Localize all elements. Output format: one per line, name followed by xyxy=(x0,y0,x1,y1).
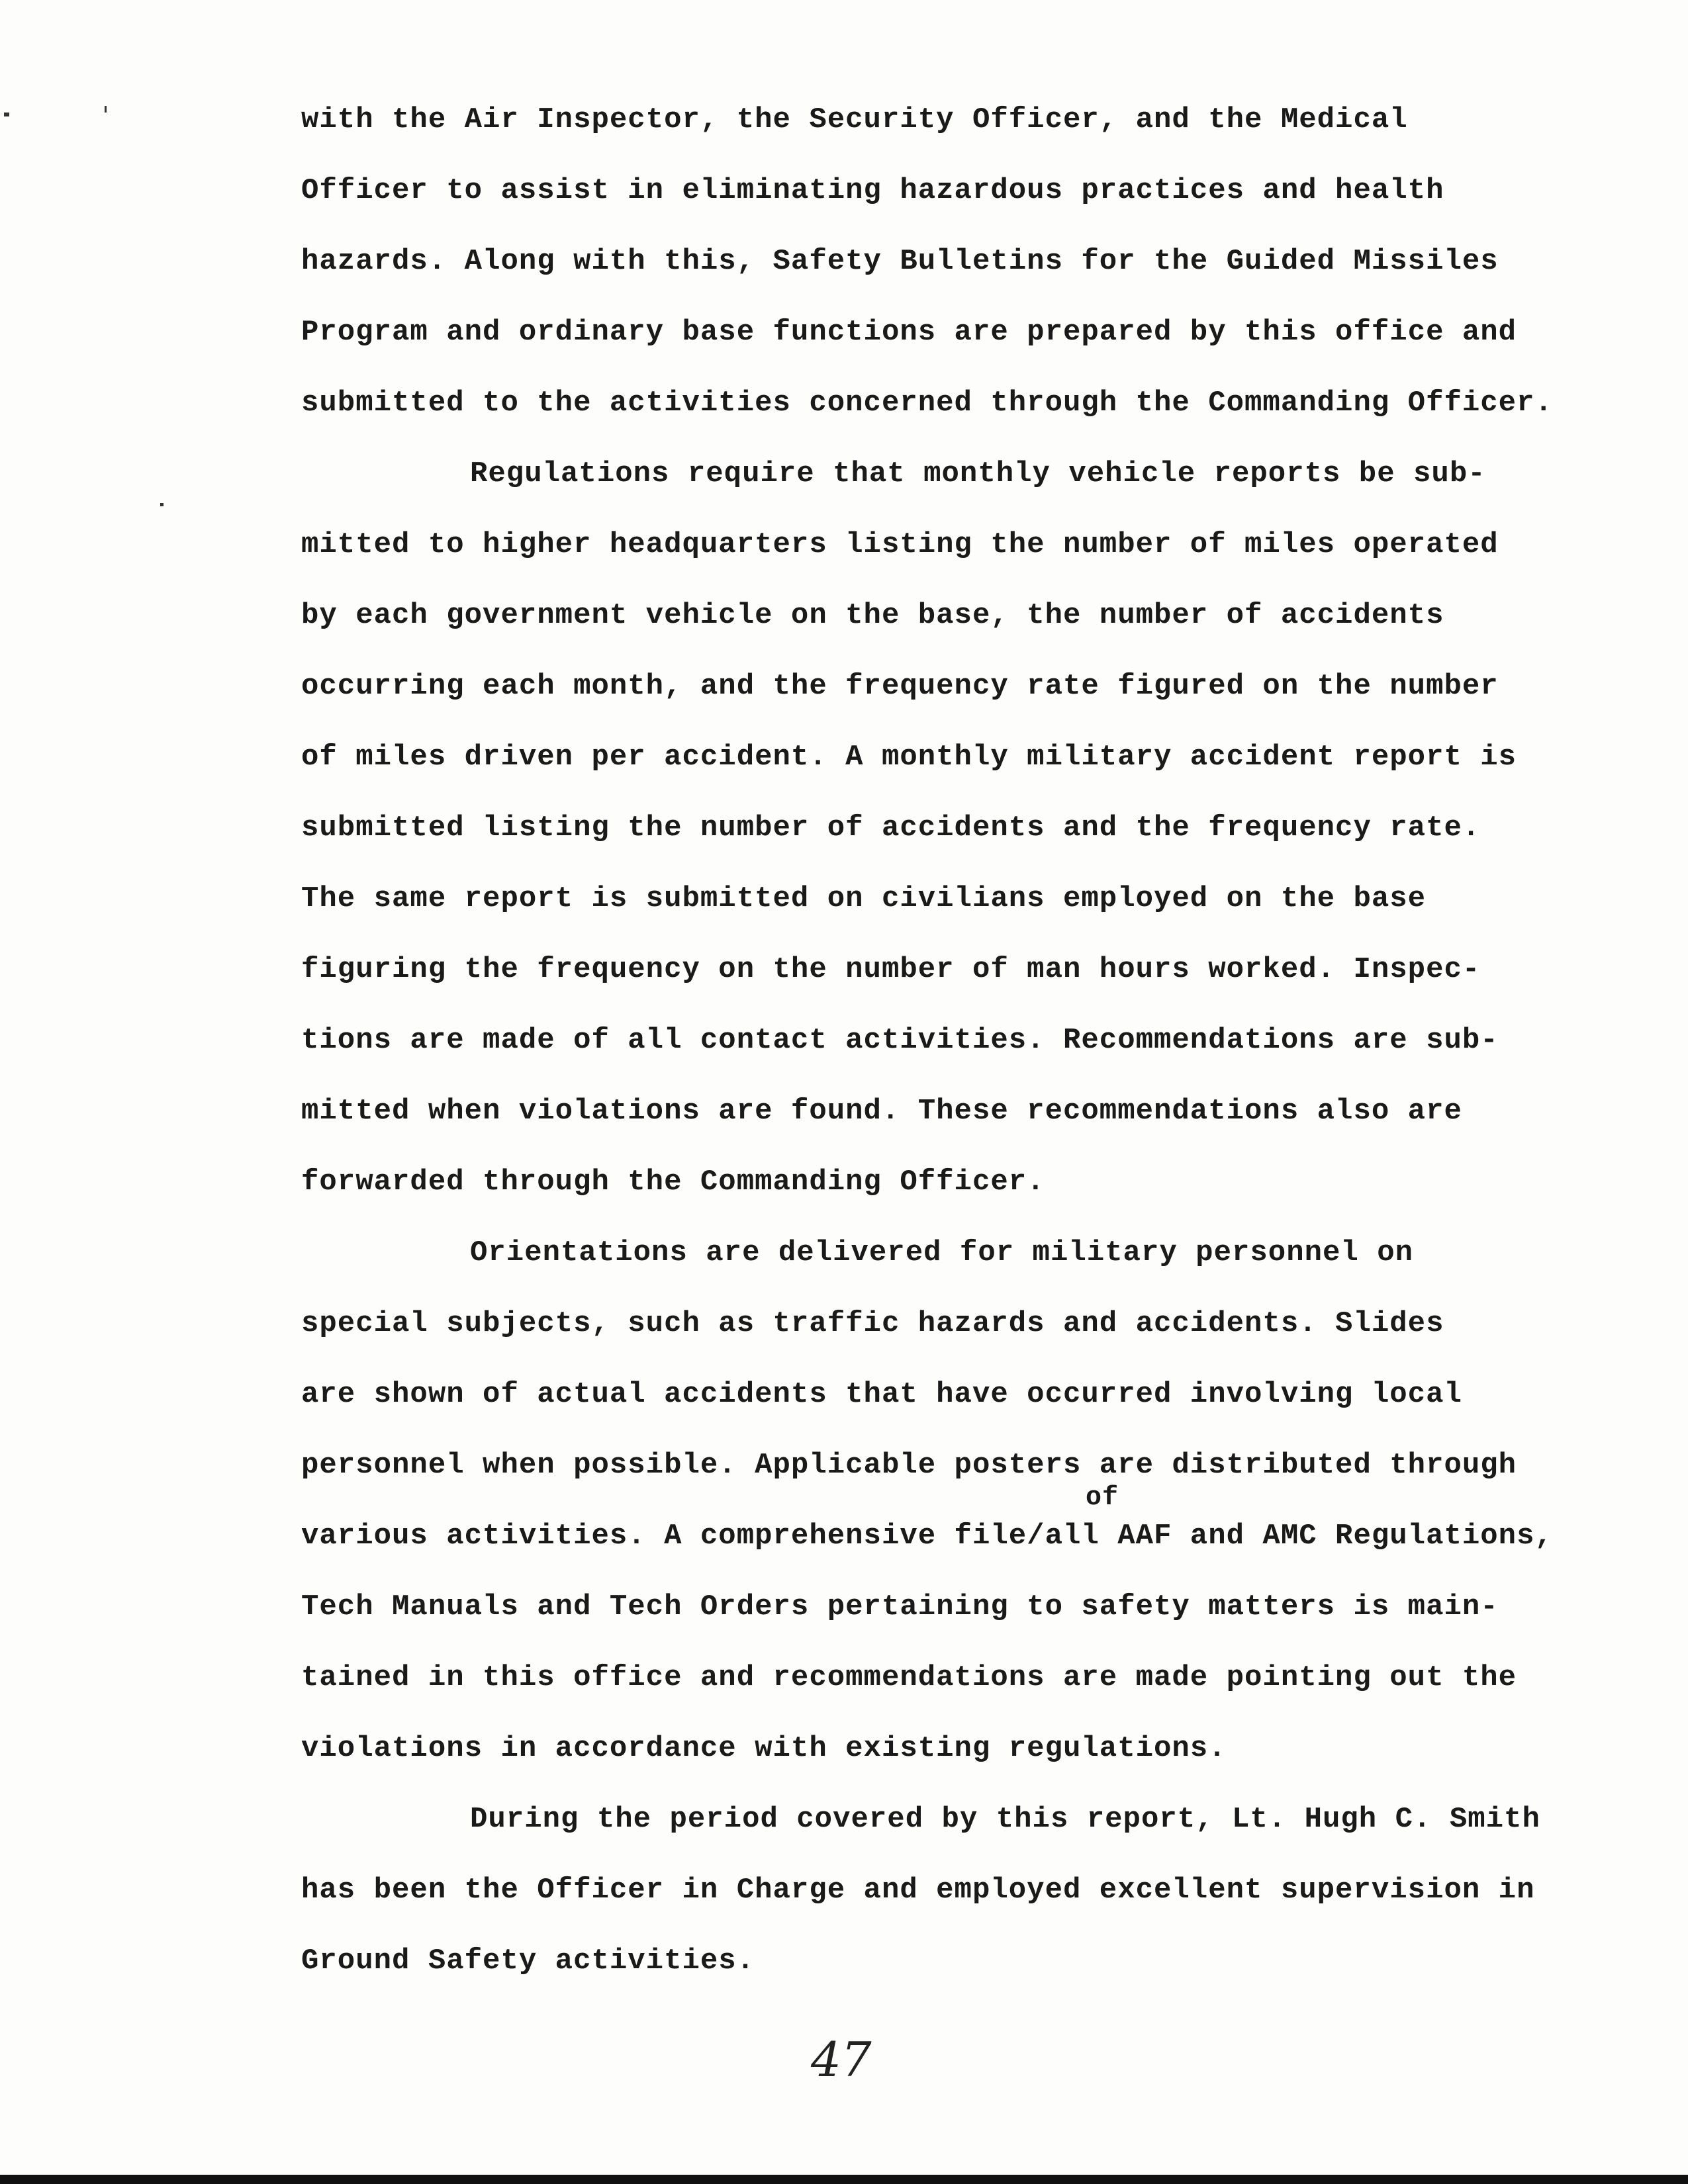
text-line: mitted to higher headquarters listing the number of miles operated xyxy=(301,528,1499,561)
text-line: Ground Safety activities. xyxy=(301,1944,755,1978)
text-line: During the period covered by this report, Lt. Hugh C. Smith xyxy=(470,1803,1540,1836)
text-line: tions are made of all contact activities. Recommendations are sub- xyxy=(301,1024,1499,1057)
text-line: are shown of actual accidents that have occurred involving local xyxy=(301,1378,1462,1411)
paragraph-4 xyxy=(301,1784,1559,1997)
text-line: Orientations are delivered for military personnel on xyxy=(470,1236,1414,1269)
text-line: with the Air Inspector, the Security Officer, and the Medical xyxy=(301,103,1408,136)
text-line: by each government vehicle on the base, the number of accidents xyxy=(301,599,1444,632)
handwritten-insert: of xyxy=(1086,1483,1119,1513)
body-text xyxy=(301,85,1559,1997)
text-line-with-insert xyxy=(301,1483,1559,1572)
text-line: figuring the frequency on the number of man hours worked. Inspec- xyxy=(301,953,1481,986)
text-line: Program and ordinary base functions are prepared by this office and xyxy=(301,316,1517,349)
scan-speck xyxy=(160,503,164,506)
scan-speck xyxy=(105,106,107,113)
text-line: occurring each month, and the frequency rate figured on the number xyxy=(301,670,1499,703)
text-line: The same report is submitted on civilians employed on the base xyxy=(301,882,1427,915)
text-line: submitted listing the number of accidents and the frequency rate. xyxy=(301,811,1481,844)
text-line: Officer to assist in eliminating hazardous practices and health xyxy=(301,174,1444,207)
text-line: Regulations require that monthly vehicle reports be sub- xyxy=(470,457,1486,490)
text-line: hazards. Along with this, Safety Bulletins for the Guided Missiles xyxy=(301,245,1499,278)
paragraph-1 xyxy=(301,85,1559,439)
scan-border xyxy=(0,2175,1688,2184)
text-line: forwarded through the Commanding Officer. xyxy=(301,1165,1045,1199)
text-line: special subjects, such as traffic hazards and accidents. Slides xyxy=(301,1307,1444,1340)
page-number: 47 xyxy=(811,2032,872,2087)
text-line: Tech Manuals and Tech Orders pertaining to safety matters is main- xyxy=(301,1590,1499,1623)
paragraph-3 xyxy=(301,1218,1559,1784)
text-line: various activities. A comprehensive file/all AAF and AMC Regulations, xyxy=(301,1520,1553,1553)
text-line: of miles driven per accident. A monthly military accident report is xyxy=(301,741,1517,774)
text-line: personnel when possible. Applicable posters are distributed through xyxy=(301,1449,1517,1482)
text-line: submitted to the activities concerned through the Commanding Officer. xyxy=(301,387,1553,420)
text-line: mitted when violations are found. These recommendations also are xyxy=(301,1095,1462,1128)
text-line: tained in this office and recommendations are made pointing out the xyxy=(301,1661,1517,1694)
text-line: has been the Officer in Charge and employed excellent supervision in xyxy=(301,1874,1535,1907)
paragraph-2 xyxy=(301,439,1559,1218)
scan-speck xyxy=(4,113,9,116)
text-line: violations in accordance with existing regulations. xyxy=(301,1732,1227,1765)
